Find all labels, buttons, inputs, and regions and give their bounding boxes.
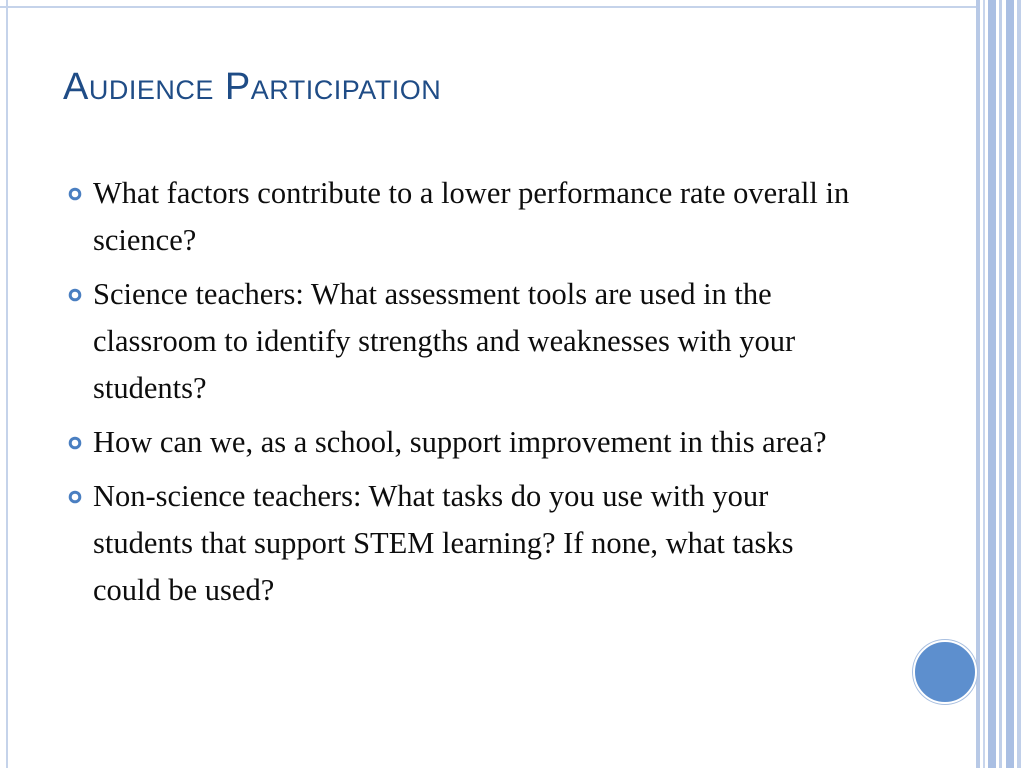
bullet-text: What factors contribute to a lower performance rate overall in science? (93, 176, 850, 257)
bullet-text: How can we, as a school, support improvement in this area? (93, 425, 827, 459)
decorative-stripe (983, 0, 985, 768)
frame-border-top (0, 6, 980, 8)
bullet-text: Science teachers: What assessment tools are used in the classroom to identify strengths and weaknesses with your students? (93, 277, 796, 405)
bullet-text: Non-science teachers: What tasks do you use with your students that support STEM learning? If none, what tasks could be used? (93, 479, 794, 607)
decorative-circle-icon (913, 640, 977, 704)
decorative-stripe (999, 0, 1002, 768)
bullet-item (68, 170, 868, 264)
frame-border-left (6, 0, 8, 768)
decorative-stripe (1017, 0, 1021, 768)
bullet-item (68, 271, 868, 412)
ring-bullet-icon (68, 490, 82, 504)
bullet-item (68, 419, 868, 466)
decorative-stripe (988, 0, 996, 768)
ring-bullet-icon (68, 436, 82, 450)
ring-bullet-icon (68, 187, 82, 201)
ring-bullet-icon (68, 288, 82, 302)
decorative-stripe (1006, 0, 1014, 768)
bullet-list (68, 170, 868, 621)
decorative-stripe (976, 0, 980, 768)
slide-title: Audience Participation (63, 66, 442, 108)
bullet-item (68, 473, 868, 614)
